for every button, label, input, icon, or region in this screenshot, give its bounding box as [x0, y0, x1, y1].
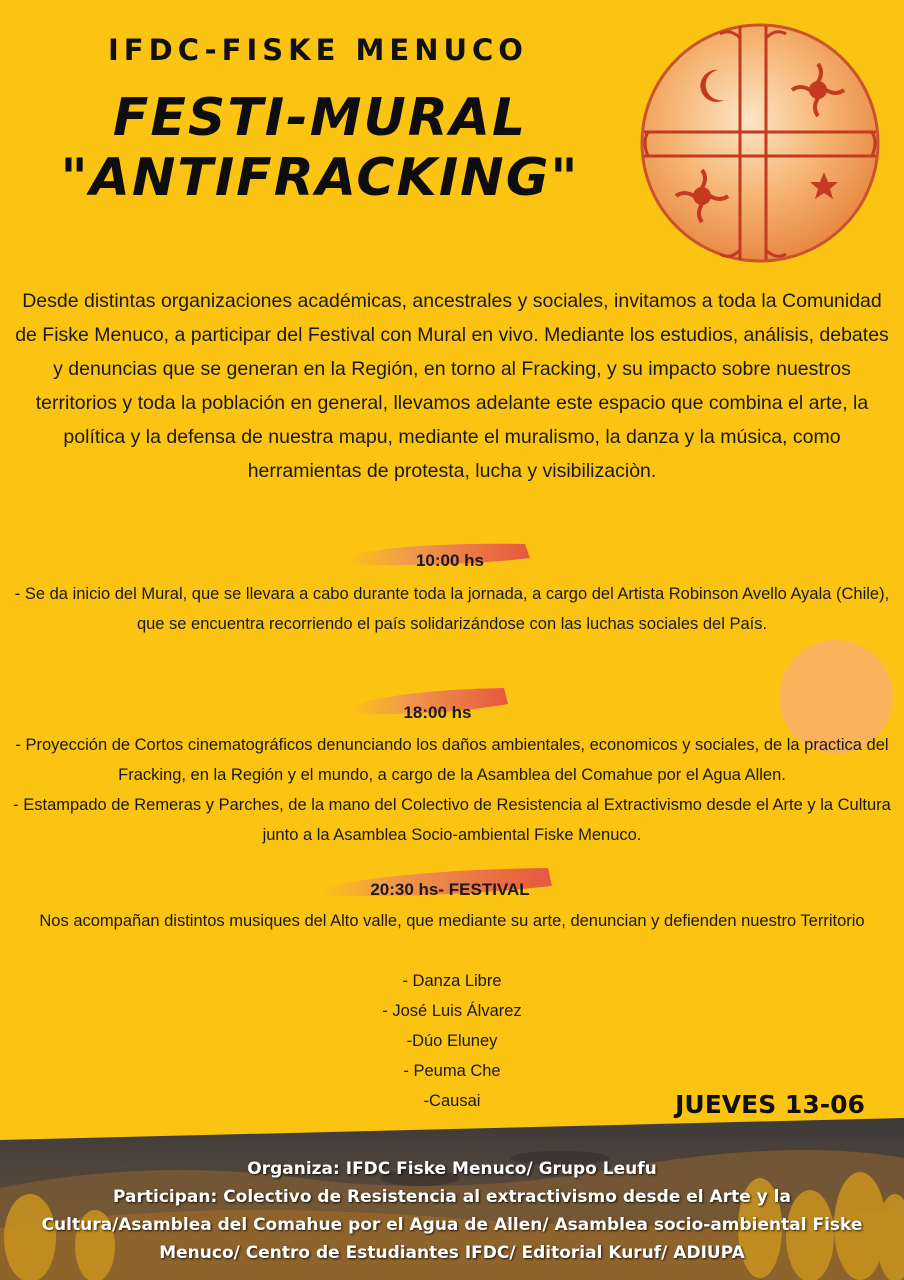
schedule-text-1: - Se da inicio del Mural, que se llevara a cabo durante toda la jornada, a cargo del Artista Robinson Avello Ayala (Chile), que se encuentra recorriendo el país solidarizándose con las luchas sociales del País. [14, 585, 890, 633]
artist-item: -Dúo Eluney [406, 1032, 498, 1050]
event-date: JUEVES 13-06 [675, 1090, 865, 1119]
schedule-time-2: 18:00 hs [403, 703, 472, 722]
footer-organiza: Organiza: IFDC Fiske Menuco/ Grupo Leufu [247, 1159, 657, 1179]
intro-paragraph: Desde distintas organizaciones académicas, ancestrales y sociales, invitamos a toda la Comunidad de Fiske Menuco, a participar del Festival con Mural en vivo. Mediante los estudios, análisis, debates y denuncias que se generan en la Región, en torno al Fracking, y su impacto sobre nuestros territorios y toda la población en general, llevamos adelante este espacio que combina el arte, la política y la defensa de nuestra mapu, mediante el muralismo, la danza y la música, como herramientas de protesta, lucha y visibilizaciòn. [15, 290, 889, 482]
artist-item: - Peuma Che [403, 1062, 501, 1080]
event-title-line1: FESTI-MURAL [112, 88, 528, 148]
schedule-text-3: Nos acompañan distintos musiques del Alto valle, que mediante su arte, denuncian y defienden nuestro Territorio [39, 912, 865, 930]
footer-credits [0, 1155, 904, 1267]
organization-heading: IFDC-FISKE MENUCO [108, 33, 528, 67]
event-title-line2: "ANTIFRACKING" [60, 148, 580, 208]
schedule-text-2b: - Estampado de Remeras y Parches, de la mano del Colectivo de Resistencia al Extractivismo desde el Arte y la Cultura junto a la Asamblea Socio-ambiental Fiske Menuco. [13, 796, 891, 844]
footer-participan: Participan: Colectivo de Resistencia al extractivismo desde el Arte y la Cultura/Asamblea del Comahue por el Agua de Allen/ Asamblea socio-ambiental Fiske Menuco/ Centro de Estudiantes IFDC/ Editorial Kuruf/ ADIUPA [41, 1187, 863, 1263]
kultrun-emblem [640, 18, 880, 268]
artist-item: -Causai [423, 1092, 481, 1110]
artist-item: - Danza Libre [402, 972, 502, 990]
artist-item: - José Luis Álvarez [382, 1002, 522, 1020]
schedule-text-2a: - Proyección de Cortos cinematográficos denunciando los daños ambientales, economicos y sociales, de la practica del Fracking, en la Región y el mundo, a cargo de la Asamblea del Comahue por el Agua Allen. [15, 736, 889, 784]
schedule-time-1: 10:00 hs [415, 551, 485, 570]
schedule-time-3: 20:30 hs- FESTIVAL [370, 880, 530, 899]
